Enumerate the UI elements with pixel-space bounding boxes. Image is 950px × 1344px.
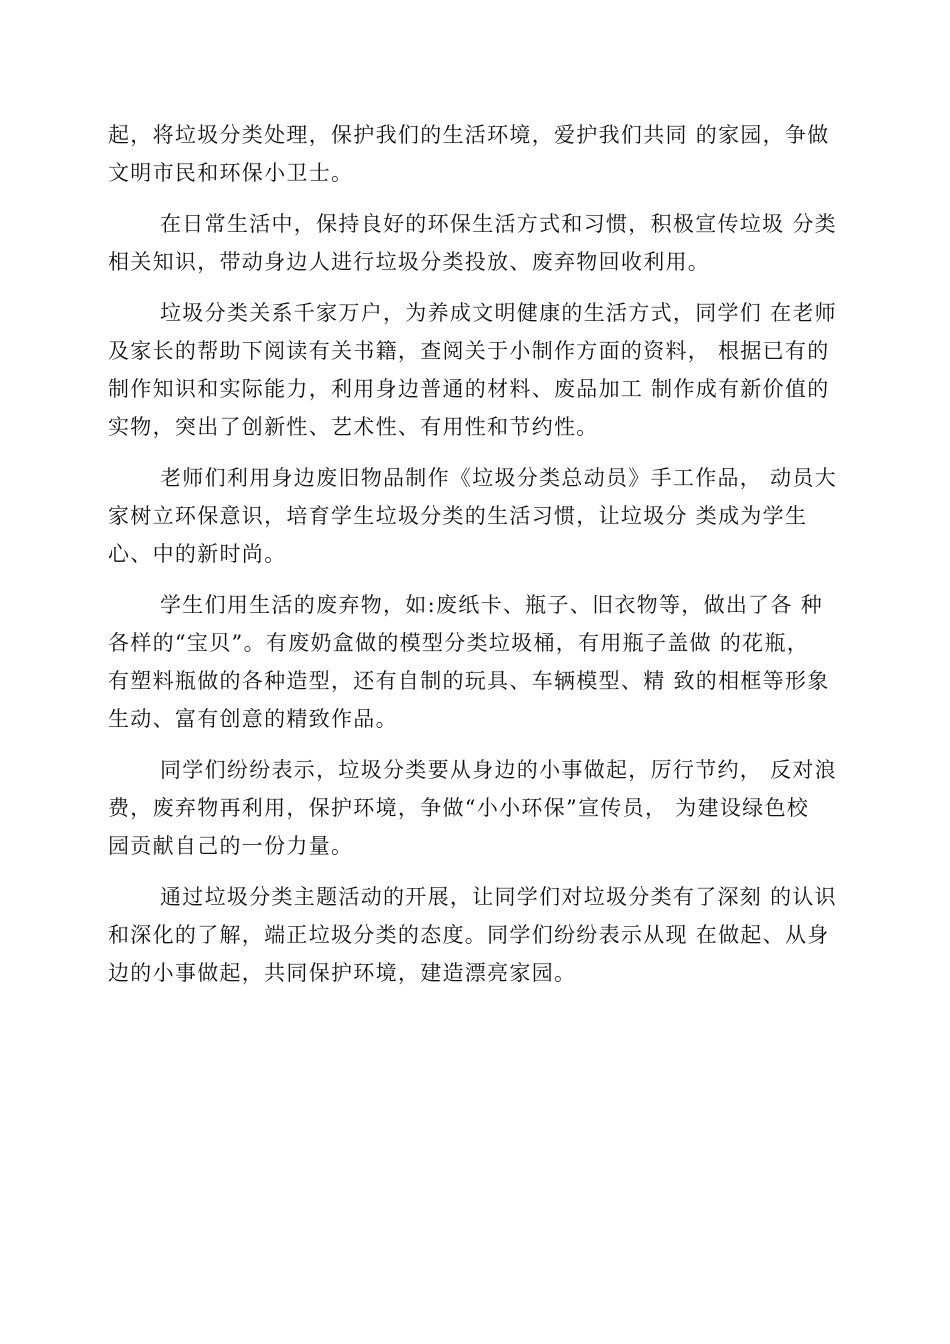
paragraph <box>108 878 846 992</box>
paragraph <box>108 459 846 573</box>
text-line: 家树立环保意识，培育学生垃圾分类的生活习惯，让垃圾分 类成为学生 <box>108 504 808 528</box>
text-line: 通过垃圾分类主题活动的开展，让同学们对垃圾分类有了深刻 的认识 <box>160 885 837 909</box>
text-line: 和深化的了解，端正垃圾分类的态度。同学们纷纷表示从现 在做起、从身 <box>108 923 830 947</box>
text-line: 学生们用生活的废弃物，如:废纸卡、瓶子、旧衣物等，做出了各 种 <box>160 593 824 617</box>
text-line: 费，废弃物再利用，保护环境，争做“小小环保”宣传员， 为建设绿色校 <box>108 796 810 820</box>
paragraph <box>108 116 846 192</box>
text-line: 在日常生活中，保持良好的环保生活方式和习惯，积极宣传垃圾 分类 <box>160 212 837 236</box>
paragraph <box>108 294 846 446</box>
text-line: 同学们纷纷表示，垃圾分类要从身边的小事做起，厉行节约， 反对浪 <box>160 758 837 782</box>
paragraph <box>108 205 846 281</box>
text-line: 垃圾分类关系千家万户，为养成文明健康的生活方式，同学们 在老师 <box>160 301 837 325</box>
text-line: 园贡献自己的一份力量。 <box>108 834 354 858</box>
text-line: 有塑料瓶做的各种造型，还有自制的玩具、车辆模型、精 致的相框等形象 <box>108 669 830 693</box>
text-line: 实物，突出了创新性、艺术性、有用性和节约性。 <box>108 415 599 439</box>
text-line: 制作知识和实际能力，利用身边普通的材料、废品加工 制作成有新价值的 <box>108 377 830 401</box>
paragraph <box>108 586 846 738</box>
text-line: 各样的“宝贝”。有废奶盒做的模型分类垃圾桶，有用瓶子盖做 的花瓶， <box>108 631 810 655</box>
text-line: 心、中的新时尚。 <box>108 542 287 566</box>
paragraph <box>108 751 846 865</box>
document-body <box>108 116 846 1005</box>
text-line: 相关知识，带动身边人进行垃圾分类投放、废弃物回收利用。 <box>108 250 711 274</box>
text-line: 边的小事做起，共同保护环境，建造漂亮家园。 <box>108 961 577 985</box>
text-line: 文明市民和环保小卫士。 <box>108 161 354 185</box>
text-line: 及家长的帮助下阅读有关书籍，查阅关于小制作方面的资料， 根据已有的 <box>108 339 830 363</box>
text-line: 起，将垃圾分类处理，保护我们的生活环境，爱护我们共同 的家园，争做 <box>108 123 830 147</box>
text-line: 生动、富有创意的精致作品。 <box>108 707 398 731</box>
text-line: 老师们利用身边废旧物品制作《垃圾分类总动员》手工作品， 动员大 <box>160 466 837 490</box>
